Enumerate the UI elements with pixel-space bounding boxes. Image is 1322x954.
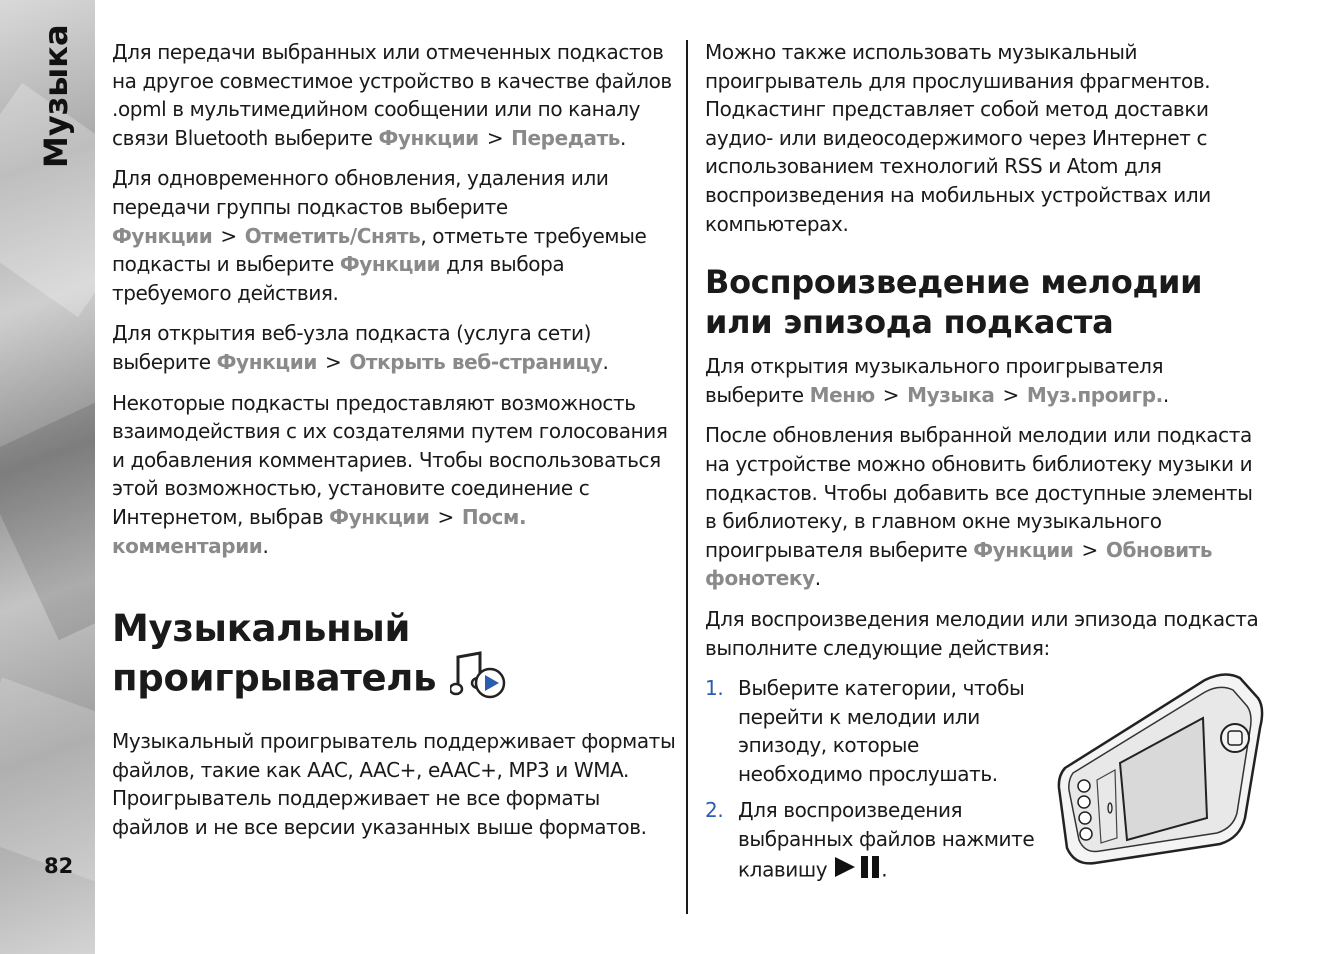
menu-separator: >	[437, 504, 454, 529]
paragraph: Для передачи выбранных или отмеченных подкастов на другое совместимое устройство в качестве файлов .opml в мультимедийном сообщении или по каналу связи Bluetooth выберите Функции > Передать.	[112, 40, 672, 150]
paragraph: После обновления выбранной мелодии или подкаста на устройстве можно обновить библиотеку музыки и подкастов. Чтобы добавить все доступные элементы в библиотеку, в главном окне музыкального проигрывателя выберите Функции > Обновить фонотеку.	[705, 423, 1253, 591]
menu-item: Функции	[216, 349, 317, 374]
section-title: Музыка	[37, 24, 75, 168]
menu-separator: >	[882, 382, 900, 407]
menu-separator: >	[1081, 537, 1098, 562]
section-heading: Воспроизведение мелодии или эпизода подкаста	[705, 263, 1203, 342]
menu-item: Функции	[339, 252, 441, 277]
menu-item: Посм. комментарии	[112, 504, 527, 558]
menu-item: Функции	[112, 223, 213, 248]
menu-item: Обновить фонотеку	[705, 537, 1213, 591]
paragraph: Для открытия музыкального проигрывателя выберите Меню > Музыка > Муз.проигр..	[705, 354, 1169, 407]
list-item: 2. Для воспроизведения выбранных файлов нажмите клавишу .	[705, 796, 1048, 887]
phone-illustration	[1055, 668, 1267, 872]
paragraph: Некоторые подкасты предоставляют возможность взаимодействия с их создателями путем голосования и добавления комментариев. Чтобы воспользоваться этой возможностью, установите соединение с Интернетом, выбрав Функции > Посм. комментарии.	[112, 390, 668, 558]
menu-separator: >	[324, 349, 342, 374]
step-number: 1.	[705, 676, 724, 701]
left-column	[112, 38, 677, 853]
section-heading: Музыкальный проигрыватель	[112, 606, 677, 709]
menu-separator: >	[1002, 382, 1019, 407]
list-item: 1. Выберите категории, чтобы перейти к мелодии или эпизоду, которые необходимо прослушать.	[705, 676, 1025, 786]
paragraph: Для одновременного обновления, удаления или передачи группы подкастов выберите Функции > Отметить/Снять, отметьте требуемые подкасты и выберите Функции для выбора требуемого действия.	[112, 166, 647, 305]
play-pause-key-icon	[833, 854, 881, 888]
sidebar-facet	[0, 400, 95, 640]
paragraph: Музыкальный проигрыватель поддерживает форматы файлов, такие как AAC, AAC+, eAAC+, MP3 и WMA. Проигрыватель поддерживает не все форматы файлов и не все версии указанных выше форматов.	[112, 729, 676, 839]
menu-item: Меню	[809, 382, 875, 407]
page-number: 82	[44, 854, 74, 878]
menu-item: Музыка	[907, 382, 995, 407]
menu-item: Функции	[973, 537, 1074, 562]
menu-item: Открыть веб-страницу	[349, 349, 603, 374]
sidebar	[0, 0, 95, 954]
step-number: 2.	[705, 798, 724, 823]
paragraph: Можно также использовать музыкальный проигрыватель для прослушивания фрагментов. Подкастинг представляет собой метод доставки аудио- или видеосодержимого через Интернет с использованием технологий RSS и Atom для воспроизведения на мобильных устройствах или компьютерах.	[705, 40, 1211, 236]
column-divider	[686, 40, 688, 914]
paragraph: Для воспроизведения мелодии или эпизода подкаста выполните следующие действия:	[705, 606, 1259, 660]
menu-item: Функции	[378, 125, 479, 150]
menu-item: Отметить/Снять	[244, 223, 421, 248]
music-player-icon	[450, 651, 508, 709]
sidebar-facet	[0, 677, 95, 882]
menu-item: Муз.проигр.	[1026, 382, 1163, 407]
menu-separator: >	[220, 223, 237, 248]
menu-item: Функции	[329, 504, 430, 529]
paragraph: Для открытия веб-узла подкаста (услуга сети) выберите Функции > Открыть веб-страницу.	[112, 321, 609, 374]
menu-item: Передать	[511, 125, 621, 150]
menu-separator: >	[486, 125, 504, 150]
